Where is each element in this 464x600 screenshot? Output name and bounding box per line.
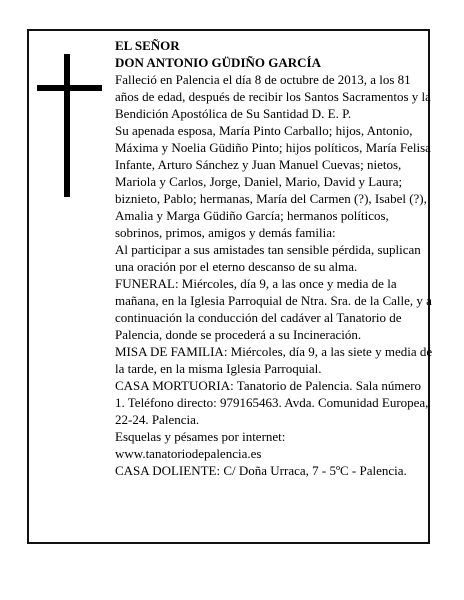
- family-mass-info: MISA DE FAMILIA: Miércoles, día 9, a las siete y media de la tarde, en la misma Iglesia Parroquial.: [115, 344, 433, 376]
- condolences-label: Esquelas y pésames por internet:: [115, 429, 286, 444]
- cross-icon: [64, 54, 70, 197]
- mourning-house-info: CASA DOLIENTE: C/ Doña Urraca, 7 - 5ºC - Palencia.: [115, 463, 407, 478]
- prayer-request: Al participar a sus amistades tan sensible pérdida, suplican una oración por el eterno descanso de su alma.: [115, 242, 421, 274]
- family-list: Su apenada esposa, María Pinto Carballo; hijos, Antonio, Máxima y Noelia Güdiño Pinto; hijos políticos, María Felisa Infante, Arturo Sánchez y Juan Manuel Cuevas; nietos, Mariola y Carlos, Jorge, Daniel, Mario, David y Laura; biznieto, Pablo; hermanas, María del Carmen (?), Isabel (?), Amalia y Marga Güdiño García; hermanos políticos, sobrinos, primos, amigos y demás familia:: [115, 123, 431, 240]
- cross-icon-bar: [37, 85, 102, 91]
- funeral-info: FUNERAL: Miércoles, día 9, a las once y media de la mañana, en la Iglesia Parroquial de Ntra. Sra. de la Calle, y a continuación la conducción del cadáver al Tanatorio de Palencia, donde se procederá a su Incineración.: [115, 276, 432, 342]
- mortuary-info: CASA MORTUORIA: Tanatorio de Palencia. Sala número 1. Teléfono directo: 979165463. Avda. Comunidad Europea, 22-24. Palencia.: [115, 378, 429, 427]
- obituary-text: [115, 37, 433, 479]
- website-link[interactable]: www.tanatoriodepalencia.es: [115, 446, 262, 461]
- heading-line-1: EL SEÑOR: [115, 38, 180, 53]
- death-notice: Falleció en Palencia el día 8 de octubre de 2013, a los 81 años de edad, después de recibir los Santos Sacramentos y la Bendición Apostólica de Su Santidad D. E. P.: [115, 72, 431, 121]
- heading-name: DON ANTONIO GÜDIÑO GARCÍA: [115, 55, 321, 70]
